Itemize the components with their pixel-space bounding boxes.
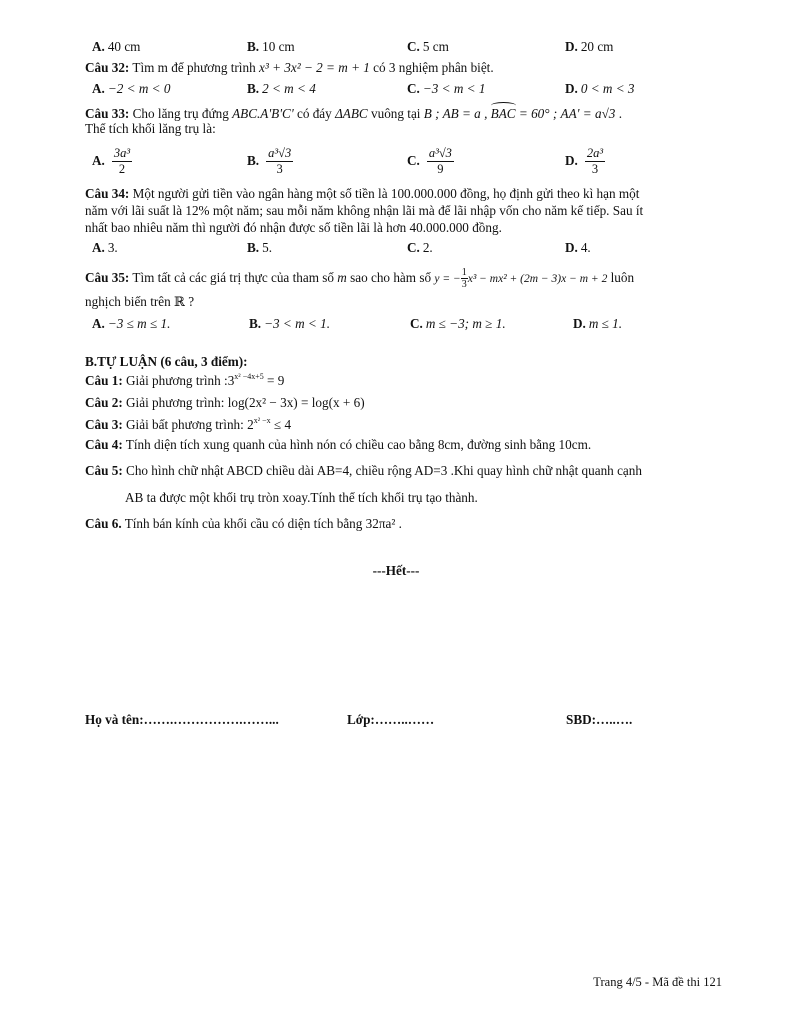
essay-q5: Câu 5: Cho hình chữ nhật ABCD chiều dài AB=4, chiều rộng AD=3 .Khi quay hình chữ nhật quanh cạnh [85, 463, 642, 478]
q35-option-c: C. m ≤ −3; m ≥ 1. [410, 316, 506, 331]
q33-options [92, 146, 732, 182]
essay-q4: Câu 4: Tính diện tích xung quanh của hình nón có chiều cao bằng 8cm, đường sinh bằng 10cm. [85, 437, 592, 452]
q35-option-b: B. −3 < m < 1. [249, 316, 330, 331]
q33-option-b: B. $\frac{\text{a³√3}}{3}$ [247, 146, 292, 176]
q34-options [92, 239, 732, 257]
q34-option-c: C. 2. [407, 240, 433, 255]
essay-q3: Câu 3: Giải bất phương trình: $2^{x^2 -x} \le 4$ [85, 416, 292, 432]
q33-option-a: A. $\frac{\text{3a³}}{2}$ [92, 146, 131, 176]
q31-option-d: D. 20 cm [565, 39, 614, 54]
section-b-heading: B.TỰ LUẬN (6 câu, 3 điểm): [85, 354, 248, 369]
q33-line2: Thể tích khối lăng trụ là: [85, 121, 216, 136]
q32-option-a: A. −2 < m < 0 [92, 81, 171, 96]
essay-q1: Câu 1: Giải phương trình $:3^{x^2 -4x+5} = 9$ [85, 372, 285, 388]
page-number: Trang 4/5 - Mã đề thi 121 [593, 975, 722, 989]
q32-text: Câu 32: Tìm m để phương trình x³ + 3x² − 2 = m + 1 có 3 nghiệm phân biệt. [85, 60, 494, 75]
q35-text: Câu 35: Tìm tất cả các giá trị thực của tham số m sao cho hàm số y = − $\frac{1}{3}$ x³ − mx² + (2m − 3)x − m + 2 luôn [85, 267, 635, 291]
essay-q2: Câu 2: Giải phương trình: log(2x² − 3x) = log(x + 6) [85, 395, 365, 410]
q31-option-a: A. 40 cm [92, 39, 141, 54]
q34-option-a: A. 3. [92, 240, 118, 255]
q34-line1: Câu 34: Một người gửi tiền vào ngân hàng một số tiền là 100.000.000 đồng, họ định gửi theo kì hạn một [85, 186, 640, 201]
q31-options [92, 38, 732, 56]
q33-text: Câu 33: Cho lăng trụ đứng ABC.A'B'C' có đáy ΔABC vuông tại B ; AB = a , BAC = 60° ; AA' = a√3 . [85, 106, 622, 121]
q31-option-b: B. 10 cm [247, 39, 295, 54]
q35-line2: nghịch biến trên ℝ ? [85, 294, 195, 309]
essay-q5-line2: AB ta được một khối trụ tròn xoay.Tính thể tích khối trụ tạo thành. [125, 490, 478, 505]
q34-option-b: B. 5. [247, 240, 272, 255]
angle-bac: BAC [490, 106, 516, 121]
q32-option-c: C. −3 < m < 1 [407, 81, 486, 96]
q33-option-c: C. $\frac{\text{a³√3}}{9}$ [407, 146, 452, 176]
student-name-field: Họ và tên:…….…………….……... [85, 712, 279, 727]
end-mark: ---Hết--- [372, 563, 420, 578]
q35-option-d: D. m ≤ 1. [573, 316, 623, 331]
q35-option-a: A. −3 ≤ m ≤ 1. [92, 316, 171, 331]
q32-option-d: D. 0 < m < 3 [565, 81, 635, 96]
sbd-field: SBD:…..…. [566, 712, 633, 727]
class-field: Lớp:……..…… [347, 712, 435, 727]
q34-line2: năm với lãi suất là 12% một năm; sau mỗi năm không nhận lãi mà để lãi nhập vốn cho năm kế tiếp. Sau ít [85, 203, 644, 218]
q34-option-d: D. 4. [565, 240, 591, 255]
q35-options [92, 315, 732, 333]
q32-options [92, 80, 732, 98]
essay-q6: Câu 6. Tính bán kính của khối cầu có diện tích bằng 32πa² . [85, 516, 402, 531]
q33-option-d: D. $\frac{\text{2a³}}{3}$ [565, 146, 604, 176]
q31-option-c: C. 5 cm [407, 39, 449, 54]
q34-line3: nhất bao nhiêu năm thì người đó nhận được số tiền lãi là hơn 40.000.000 đồng. [85, 220, 502, 235]
q32-option-b: B. 2 < m < 4 [247, 81, 316, 96]
